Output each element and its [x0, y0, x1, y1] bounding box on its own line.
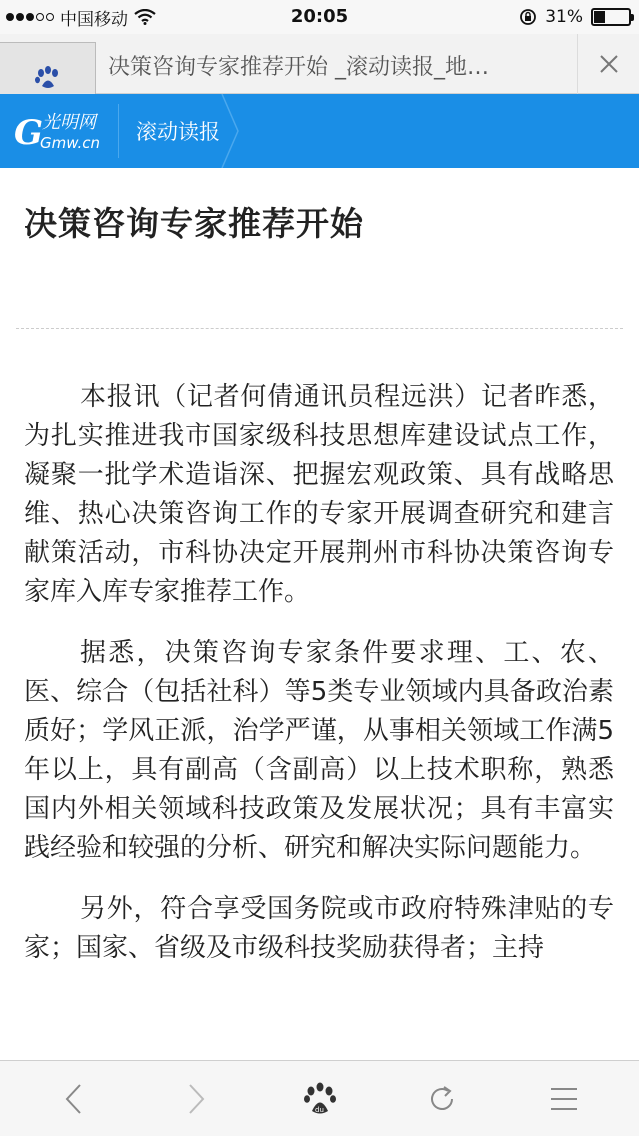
article-separator: [16, 328, 623, 329]
back-button[interactable]: [52, 1077, 96, 1121]
section-label[interactable]: 滚动读报: [136, 120, 220, 144]
article-paragraph: 据悉，决策咨询专家条件要求理、工、农、医、综合（包括社科）等5类专业领域内具备政治素质好；学风正派，治学严谨，从事相关领域工作满5年以上，具有副高（含副高）以上技术职称，熟悉国内外相关领域科技政策及发展状况；具有丰富实践经验和较强的分析、研究和解决实际问题能力。: [24, 638, 614, 863]
menu-button[interactable]: [542, 1077, 586, 1121]
close-icon: [598, 53, 620, 75]
battery-fill: [594, 11, 605, 23]
menu-icon: [549, 1086, 579, 1112]
header-chevron-icon: [220, 94, 240, 168]
logo-sub: Gmw.cn: [40, 134, 101, 152]
header-divider: [118, 104, 119, 158]
logo-text: 光明网: [42, 112, 96, 133]
site-header: [0, 94, 639, 168]
back-icon: [62, 1082, 86, 1116]
battery-icon: [591, 8, 631, 26]
refresh-button[interactable]: [420, 1077, 464, 1121]
article-paragraph: 本报讯（记者何倩通讯员程远洪）记者昨悉，为扎实推进我市国家级科技思想库建设试点工作，凝聚一批学术造诣深、把握宏观政策、具有战略思维、热心决策咨询工作的专家开展调查研究和建言献策活动，市科协决定开展荆州市科协决策咨询专家库入库专家推荐工作。: [24, 382, 614, 607]
forward-button[interactable]: [174, 1077, 218, 1121]
article-paragraph: 另外，符合享受国务院或市政府特殊津贴的专家；国家、省级及市级科技奖励获得者；主持: [24, 894, 614, 963]
baidu-paw-icon: [34, 66, 62, 90]
browser-tab-bar: [0, 34, 639, 94]
article-body: [24, 378, 614, 990]
carrier-label: 中国移动: [60, 9, 128, 30]
baidu-home-button[interactable]: [298, 1077, 342, 1121]
article-title: 决策咨询专家推荐开始: [24, 204, 364, 243]
rotation-lock-icon: [519, 8, 537, 26]
tab-favicon[interactable]: [0, 42, 96, 94]
status-right: [519, 0, 631, 34]
baidu-home-icon: [303, 1082, 337, 1116]
svg-text:du: du: [315, 1106, 324, 1114]
refresh-icon: [426, 1083, 458, 1115]
battery-percent: 31%: [545, 7, 583, 27]
status-bar: [0, 0, 639, 34]
tab-close-button[interactable]: [577, 34, 639, 94]
svg-text:G: G: [14, 113, 44, 153]
browser-toolbar: [0, 1060, 639, 1136]
tab-title[interactable]: 决策咨询专家推荐开始 _滚动读报_地…: [108, 55, 489, 80]
status-time: 20:05: [290, 6, 349, 27]
gmw-logo[interactable]: [12, 106, 112, 156]
forward-icon: [184, 1082, 208, 1116]
